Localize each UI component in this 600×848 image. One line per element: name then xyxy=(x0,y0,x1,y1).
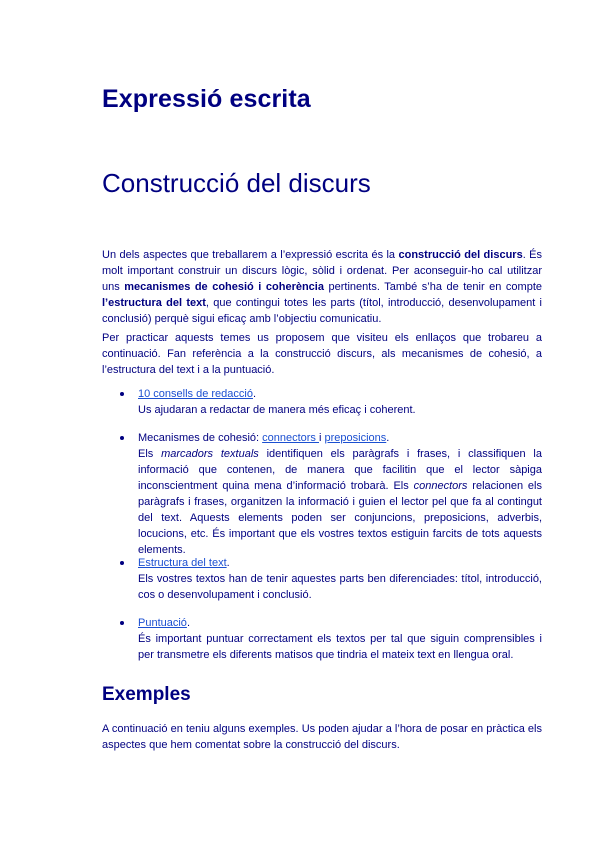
punctuation: . xyxy=(252,388,257,400)
punctuation: . xyxy=(226,557,230,569)
bullet-icon xyxy=(120,621,124,625)
punctuation: . xyxy=(386,432,390,444)
item-conjunction: i xyxy=(319,432,325,444)
practice-paragraph: Per practicar aquests temes us proposem que visiteu els enllaços que trobareu a continuació. Fan referència a la construcció discurs, als mecanismes de cohesió, a l’estructura del text i a la puntuació. xyxy=(102,332,542,376)
section-title: Construcció del discurs xyxy=(102,168,371,198)
bullet-icon xyxy=(120,392,124,396)
link-10-consells[interactable]: 10 consells de redacció xyxy=(138,388,253,400)
page-title: Expressió escrita xyxy=(102,85,311,113)
desc-italic-1: marcadors textuals xyxy=(161,448,259,460)
item-description: Els vostres textos han de tenir aquestes parts ben diferenciades: títol, introducció, cos o desenvolupament i conclusió. xyxy=(138,573,542,601)
link-connectors[interactable]: connectors xyxy=(262,432,319,444)
bullet-icon xyxy=(120,561,124,565)
list-item-estructura xyxy=(120,555,542,603)
intro-bold-2: mecanismes de cohesió i coherència xyxy=(124,281,324,293)
intro-text-1: Un dels aspectes que treballarem a l’expressió escrita és la xyxy=(102,249,399,261)
list-item-cohesio xyxy=(120,430,542,558)
desc-text-1: Els xyxy=(138,448,162,460)
intro-text-2: . És molt important construir un discurs lògic, sòlid i ordenat. Per aconseguir-ho cal utilitzar uns xyxy=(102,249,542,293)
item-prefix: Mecanismes de cohesió: xyxy=(138,432,263,444)
examples-paragraph: A continuació en teniu alguns exemples. Us poden ajudar a l’hora de posar en pràctica els aspectes que hem comentat sobre la construcció del discurs. xyxy=(102,723,542,751)
intro-paragraph xyxy=(102,247,542,327)
link-estructura-text[interactable]: Estructura del text xyxy=(138,557,227,569)
list-item-puntuacio xyxy=(120,615,542,663)
link-preposicions[interactable]: preposicions xyxy=(324,432,387,444)
intro-bold-1: construcció del discurs xyxy=(398,249,523,261)
punctuation: . xyxy=(186,617,190,629)
item-description: És important puntuar correctament els textos per tal que siguin comprensibles i per transmetre els diferents matisos que tindria el mateix text en llengua oral. xyxy=(138,633,542,661)
desc-italic-2: connectors xyxy=(413,480,468,492)
desc-text-3: relacionen els paràgrafs i frases, organitzen la informació i guien el lector pel que fa al contingut del text. Aquests elements poden ser conjuncions, preposicions, adverbis, locucions, etc. És important que els vostres textos estiguin farcits de tots aquests elements. xyxy=(138,480,542,556)
item-description: Us ajudaran a redactar de manera més eficaç i coherent. xyxy=(138,404,416,416)
link-puntuacio[interactable]: Puntuació xyxy=(138,617,187,629)
examples-heading: Exemples xyxy=(102,684,191,705)
intro-text-4: , que contingui totes les parts (títol, introducció, desenvolupament i conclusió) perquè sigui eficaç amb l’objectiu comunicatiu. xyxy=(102,297,543,325)
list-item-consells xyxy=(120,386,542,418)
desc-text-2: identifiquen els paràgrafs i frases, i classifiquen la informació que contenen, de manera que facilitin que el lector sàpiga inconscientment quina mena d’informació trobarà. Els xyxy=(138,448,542,492)
intro-bold-3: l’estructura del text xyxy=(102,297,206,309)
intro-text-3: pertinents. També s’ha de tenir en compte xyxy=(323,281,542,293)
bullet-icon xyxy=(120,436,124,440)
